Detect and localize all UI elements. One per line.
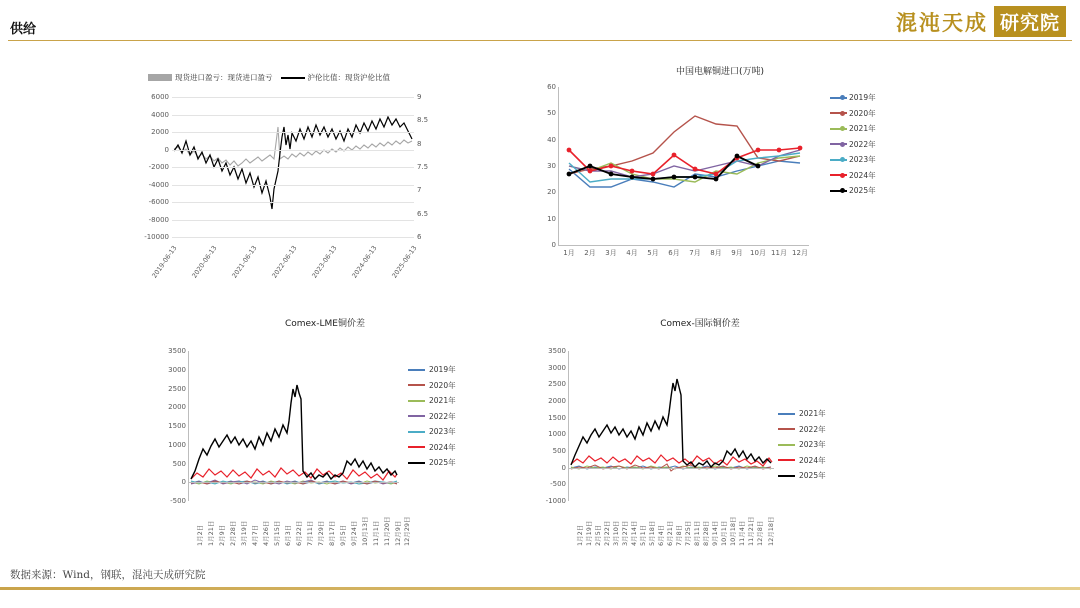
legend-item	[778, 470, 826, 481]
chart-china-import-title: 中国电解铜进口(万吨)	[675, 67, 765, 77]
legend-item	[408, 364, 456, 375]
legend-label: 2020年	[849, 108, 876, 118]
legend-swatch-line	[281, 77, 305, 79]
chart-comex-intl-plot: 3500 3000 2500 2000 1500 1000 500 0 -500 -1000 1月2日 1月19日 2月5日 2月22日 3月10日 3月27日 4月14日 5月1日 5月18日 6月4日 6月21日 7月8日 7月25日 8月11日 8月28日 9月14日 10月1日 10月18日 11月4日 11月21日 12月8日 12月18日	[545, 347, 775, 546]
legend-label: 2022年	[849, 139, 876, 149]
legend-item	[281, 72, 391, 83]
chart-comex-lme	[140, 316, 480, 546]
chart-china-import-plot: 60 50 40 30 20 10 0 1月 2月 3月 4月 5月 6月 7月 8月 9月 10月 11月 12月	[547, 83, 808, 257]
footer-divider	[0, 587, 1080, 590]
chart-comex-intl-series	[545, 347, 775, 546]
legend-item	[408, 426, 456, 437]
chart-comex-intl	[520, 316, 860, 546]
chart-comex-lme-legend	[408, 364, 456, 473]
legend-item	[148, 72, 273, 83]
chart-comex-intl-title: Comex-国际铜价差	[660, 319, 740, 329]
legend-item	[830, 154, 876, 165]
company-logo	[896, 6, 1066, 37]
data-source-note: 数据来源：Wind，钢联，混沌天成研究院	[10, 569, 206, 581]
legend-item	[830, 92, 876, 103]
legend-label: 2023年	[849, 155, 876, 164]
legend-item	[408, 457, 456, 468]
legend-label: 2024年	[429, 442, 456, 452]
legend-label: 2019年	[849, 93, 876, 102]
logo-badge: 研究院	[994, 6, 1066, 37]
legend-label: 2023年	[799, 440, 826, 449]
chart-comex-intl-legend	[778, 408, 826, 486]
legend-label: 2021年	[429, 396, 456, 405]
legend-label: 2024年	[799, 455, 826, 465]
logo-text: 混沌天成	[895, 9, 988, 35]
legend-label: 现货进口盈亏：现货进口盈亏	[175, 73, 273, 82]
chart-import-profit-plot: 6000 4000 2000 0 -2000 -4000 -6000 -8000 -10000 9 8.5 8 7.5 7 6.5 6 2019-06-13 2020-06-13 2021-06-13 2022-06-13 2023-06-13 2024-06-13 2025-06-13	[144, 93, 429, 280]
legend-item	[408, 411, 456, 422]
page-title: 供给	[10, 22, 37, 37]
legend-item	[408, 380, 456, 391]
legend-item	[830, 123, 876, 134]
chart-comex-lme-title: Comex-LME铜价差	[285, 319, 365, 329]
legend-label: 2025年	[799, 471, 826, 480]
legend-item	[408, 395, 456, 406]
legend-item	[778, 455, 826, 466]
chart-import-profit	[120, 72, 450, 280]
legend-label: 2020年	[429, 380, 456, 390]
chart-comex-lme-plot: 3500 3000 2500 2000 1500 1000 500 0 -500 1月2日 1月21日 2月9日 2月28日 3月19日 4月7日 4月26日 5月15日 6月3日 6月22日 7月11日 7月29日 8月17日 9月5日 9月24日 10月13日 11月1日 11月20日 12月9日 12月29日	[168, 347, 411, 546]
legend-item	[830, 185, 876, 196]
legend-item	[830, 139, 876, 150]
legend-label: 2021年	[849, 124, 876, 133]
chart-import-profit-legend	[148, 72, 478, 83]
legend-label: 2022年	[799, 424, 826, 434]
legend-label: 2022年	[429, 411, 456, 421]
chart-china-import-series	[547, 83, 809, 257]
legend-item	[778, 408, 826, 419]
legend-label: 2024年	[849, 170, 876, 180]
legend-item	[778, 424, 826, 435]
legend-item	[408, 442, 456, 453]
legend-label: 2025年	[429, 458, 456, 467]
chart-comex-lme-series	[168, 347, 411, 546]
header-divider	[8, 40, 1072, 41]
chart-china-import	[520, 64, 920, 257]
legend-item	[778, 439, 826, 450]
legend-label: 沪伦比值：现货沪伦比值	[307, 73, 390, 82]
legend-item	[830, 170, 876, 181]
legend-label: 2023年	[429, 427, 456, 436]
legend-label: 2019年	[429, 365, 456, 374]
legend-swatch-bar	[148, 74, 172, 81]
legend-label: 2025年	[849, 186, 876, 195]
legend-item	[830, 108, 876, 119]
legend-label: 2021年	[799, 409, 826, 418]
chart-china-import-legend	[830, 92, 876, 201]
